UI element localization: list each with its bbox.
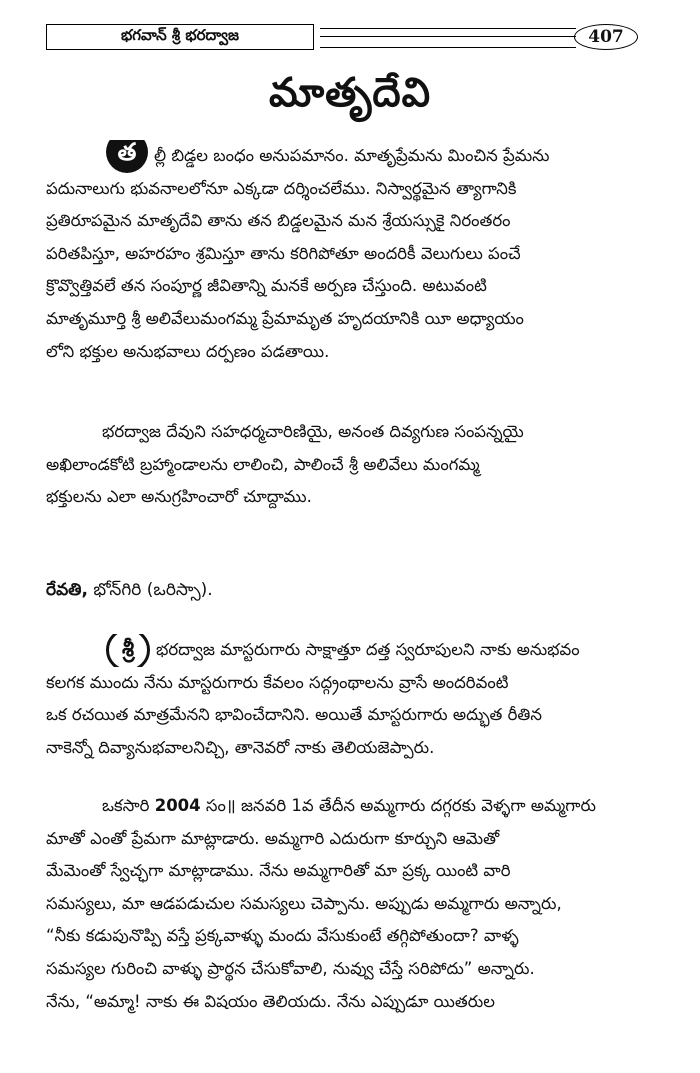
text-line: మేమెంతో స్వేచ్ఛగా మాట్లాడాము. నేను అమ్మగారితో మా ప్రక్క యింటి వారి xyxy=(46,861,511,881)
intro-first-line-text: ల్లీ బిడ్డల బంధం అనుపమానం. మాతృప్రేమను మించిన ప్రేమను xyxy=(154,146,550,165)
story2-first-line xyxy=(46,790,656,823)
running-header xyxy=(46,24,636,52)
text-line: భక్తులను ఎలా అనుగ్రహించారో చూద్దాము. xyxy=(46,487,312,507)
text-line: పరితపిస్తూ, అహరహం శ్రమిస్తూ తాను కరిగిపోతూ అందరికీ వెలుగులు పంచే xyxy=(46,243,521,263)
text-span: ఒకసారి xyxy=(102,796,155,815)
chapter-title: మాతృదేవి xyxy=(268,70,432,116)
page-number: 407 xyxy=(574,24,638,50)
story-first-line xyxy=(46,634,656,667)
header-rule xyxy=(320,28,576,48)
text-line: క్రొవ్వొత్తివలే తన సంపూర్ణ జీవితాన్ని మనకే అర్పణ చేస్తుంది. అటువంటి xyxy=(46,276,487,296)
text-line: మాతృమూర్తి శ్రీ అలివేలుమంగమ్మ ప్రేమామృత హృదయానికి యీ అధ్యాయం xyxy=(46,308,524,328)
drop-cap: త xyxy=(106,140,148,173)
story-paragraph xyxy=(46,634,656,764)
text-line: సమస్యల గురించి వాళ్ళు ప్రార్థన చేసుకోవాలి, నువ్వు చేస్తే సరిపోదు” అన్నారు. xyxy=(46,958,535,978)
text-line: కలగక ముందు నేను మాస్టరుగారు కేవలం సద్గ్రంథాలను వ్రాసే అందరివంటి xyxy=(46,672,509,692)
text-span: సం॥ జనవరి 1వ తేదీన అమ్మగారు దగ్గరకు వెళ్ళగా అమ్మగారు xyxy=(200,796,596,815)
text-line: భరద్వాజ దేవుని సహధర్మచారిణియై, అనంత దివ్యగుణ సంపన్నయై xyxy=(102,422,524,441)
text-line: సమస్యలు, మా ఆడపడుచుల సమస్యలు చెప్పాను. అప్పుడు అమ్మగారు అన్నారు, xyxy=(46,893,562,913)
second-paragraph xyxy=(46,416,656,514)
text-line: “నీకు కడుపునొప్పి వస్తే ప్రక్కవాళ్ళు మందు వేసుకుంటే తగ్గిపోతుందా? వాళ్ళ xyxy=(46,926,519,946)
text-line: నాకెన్నో దివ్యానుభవాలనిచ్చి, తానెవరో నాకు తెలియజెప్పారు. xyxy=(46,737,435,757)
text-line: పదునాలుగు భువనాలలోనూ ఎక్కడా దర్శించలేము. నిస్వార్థమైన త్యాగానికి xyxy=(46,178,517,198)
devotee-place: భోన్‌గిరి (ఒరిస్సా). xyxy=(87,580,213,600)
text-line: నేను, “అమ్మా! నాకు ఈ విషయం తెలియదు. నేను ఎప్పుడూ యితరుల xyxy=(46,991,495,1011)
running-title: భగవాన్ శ్రీ భరద్వాజ xyxy=(46,24,314,50)
year: 2004 xyxy=(154,796,201,815)
intro-first-line xyxy=(46,140,656,173)
text-line: లోని భక్తుల అనుభవాలు దర్పణం పడతాయి. xyxy=(46,341,330,361)
sri-drop-cap: శ్రీ xyxy=(106,634,150,667)
text-line: అఖిలాండకోటి బ్రహ్మాండాలను లాలించి, పాలించే శ్రీ అలివేలు మంగమ్మ xyxy=(46,454,480,474)
text-line: ఒక రచయిత మాత్రమేనని భావించేదానిని. అయితే మాస్టరుగారు అద్భుత రీతిన xyxy=(46,705,542,725)
intro-paragraph xyxy=(46,140,656,368)
devotee-source xyxy=(46,574,656,607)
text-line: మాతో ఎంతో ప్రేమగా మాట్లాడారు. అమ్మగారి ఎదురుగా కూర్చుని ఆమెతో xyxy=(46,828,500,848)
text-line: ప్రతిరూపమైన మాతృదేవి తాను తన బిడ్డలమైన మన శ్రేయస్సుకై నిరంతరం xyxy=(46,211,511,231)
story-first-line-text: భరద్వాజ మాస్టరుగారు సాక్షాత్తూ దత్త స్వరూపులని నాకు అనుభవం xyxy=(156,640,580,659)
devotee-name: రేవతి, xyxy=(46,580,88,600)
story-continuation xyxy=(46,790,656,1018)
